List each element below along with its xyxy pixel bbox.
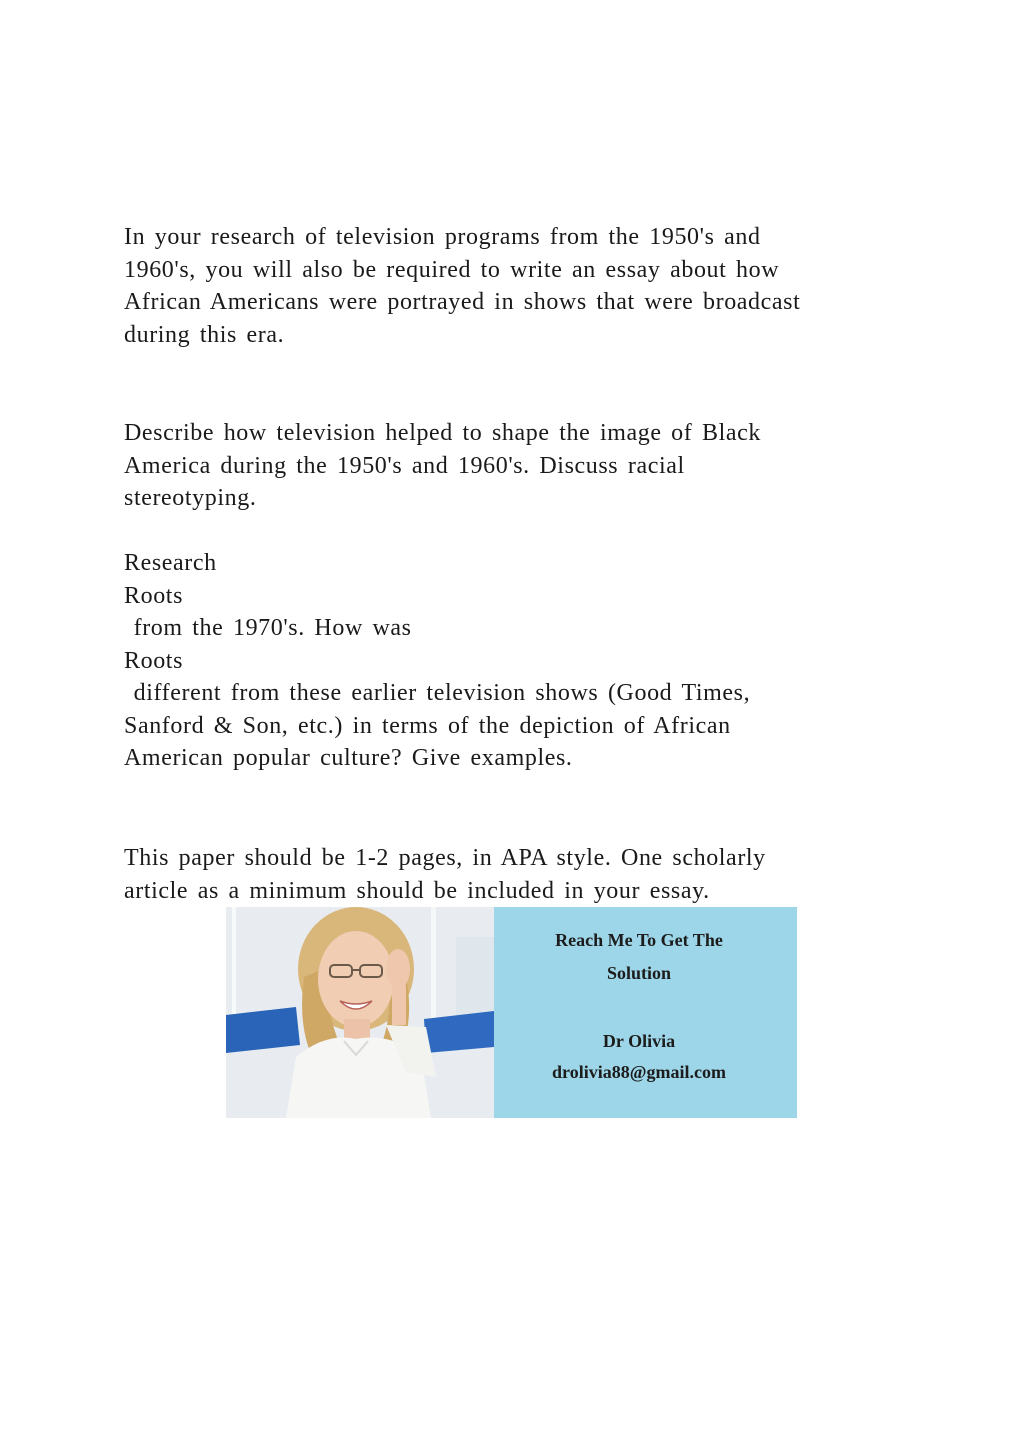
text-line: during this era. [124, 321, 285, 348]
text-line: This paper should be 1-2 pages, in APA style. One scholarly [124, 845, 766, 871]
headline-line: Solution [606, 963, 672, 983]
text-line: article as a minimum should be included in your essay. [124, 877, 710, 904]
paragraph-describe [124, 417, 904, 515]
text-line: Research [124, 550, 217, 576]
text-line: Describe how television helped to shape the image of Black [124, 420, 761, 446]
text-line: Sanford & Son, etc.) in terms of the depiction of African [124, 712, 731, 739]
headline-line: Reach Me To Get The [555, 930, 723, 950]
text-line: African Americans were portrayed in shows that were broadcast [124, 289, 801, 315]
paragraph-research [124, 547, 904, 775]
text-line: 1960's, you will also be required to write an essay about how [124, 256, 780, 283]
text-line: In your research of television programs from the 1950's and [124, 224, 761, 250]
text-line: American popular culture? Give examples. [124, 745, 573, 771]
contact-banner [226, 907, 797, 1118]
paragraph-requirements [124, 842, 904, 907]
text-line: Roots [124, 582, 184, 609]
text-line: stereotyping. [124, 485, 257, 511]
woman-portrait-photo [226, 907, 494, 1118]
contact-name: Dr Olivia [602, 1031, 676, 1051]
paragraph-intro [124, 221, 904, 351]
text-line: America during the 1950's and 1960's. Discuss racial [124, 452, 685, 479]
banner-headline [494, 924, 784, 990]
text-line: from the 1970's. How was [124, 615, 412, 641]
woman-portrait-icon [226, 907, 494, 1118]
text-line: different from these earlier television shows (Good Times, [124, 680, 751, 706]
contact-email: drolivia88@gmail.com [552, 1062, 726, 1082]
contact-info-panel [494, 907, 797, 1118]
text-line: Roots [124, 647, 184, 674]
